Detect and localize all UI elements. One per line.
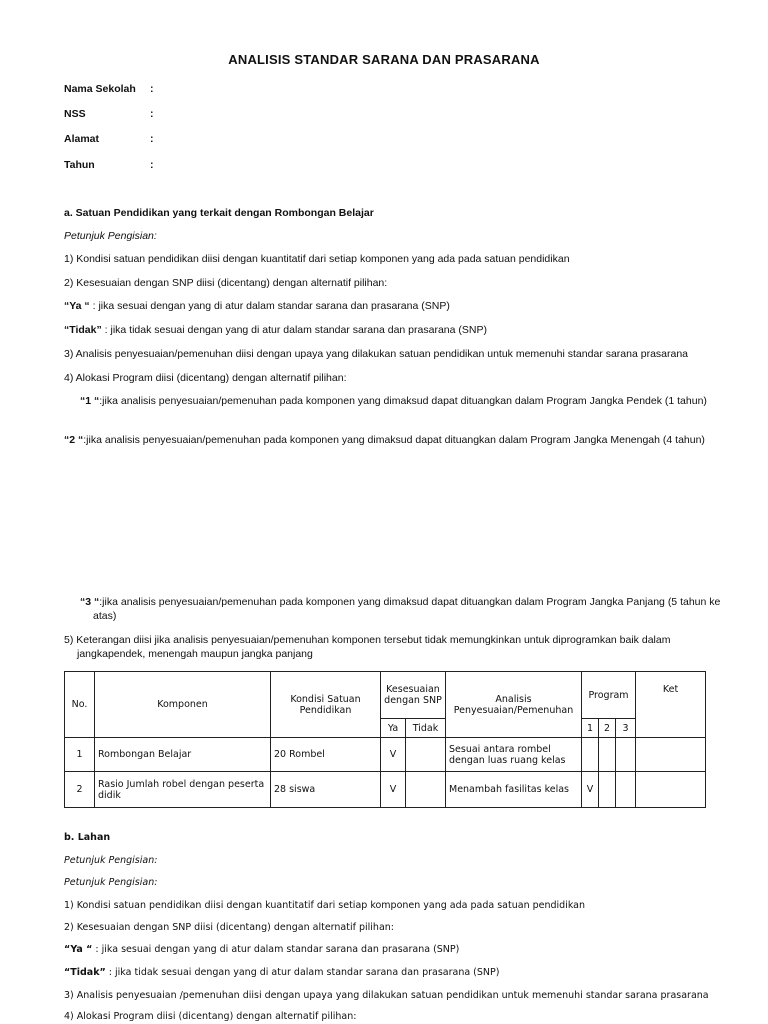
header-program-3: 3 [616,719,636,738]
option-1-key: “1 “ [80,395,100,407]
header-kondisi: Kondisi Satuan Pendidikan [271,672,381,738]
identity-alamat [64,133,154,145]
section-a-option-2 [64,433,737,447]
section-a-option-3 [80,595,733,623]
identity-label: Alamat [64,133,100,145]
header-kesesuaian: Kesesuaian dengan SNP [381,672,446,719]
cell-no: 2 [65,772,95,808]
cell-program-2 [599,772,616,808]
section-b-item-2: 2) Kesesuaian dengan SNP diisi (dicentang) dengan alternatif pilihan: [64,922,394,933]
cell-no: 1 [65,738,95,772]
section-a-item-4: 4) Alokasi Program diisi (dicentang) dengan alternatif pilihan: [64,372,347,384]
header-ya: Ya [381,719,406,738]
option-1-text: :jika analisis penyesuaian/pemenuhan pada komponen yang dimaksud dapat dituangkan dalam Program Jangka Pendek (1 tahun) [99,395,707,407]
identity-nss [64,108,154,120]
section-b-item-4: 4) Alokasi Program diisi (dicentang) dengan alternatif pilihan: [64,1011,357,1022]
section-b-ya-line [64,943,724,957]
identity-nama-sekolah [64,83,154,95]
ya-key: “Ya “ [64,300,90,312]
cell-ket [636,738,706,772]
cell-program-3 [616,738,636,772]
section-b-petunjuk-2: Petunjuk Pengisian: [64,877,158,888]
cell-ket [636,772,706,808]
section-b-petunjuk-1: Petunjuk Pengisian: [64,855,158,866]
cell-kondisi: 28 siswa [271,772,381,808]
cell-program-2 [599,738,616,772]
cell-analisis: Sesuai antara rombel dengan luas ruang kelas [446,738,582,772]
option-3-text: :jika analisis penyesuaian/pemenuhan pada komponen yang dimaksud dapat dituangkan dalam Program Jangka Panjang (5 tahun ke atas) [93,596,721,622]
identity-separator: : [150,159,154,171]
section-a-option-1 [80,394,733,408]
section-b-item-3: 3) Analisis penyesuaian /pemenuhan diisi dengan upaya yang dilakukan satuan pendidikan untuk memenuhi standar sarana prasarana [64,990,709,1001]
header-komponen: Komponen [95,672,271,738]
cell-komponen: Rombongan Belajar [95,738,271,772]
identity-separator: : [150,108,154,120]
option-2-key: “2 “ [64,434,84,446]
identity-label: Tahun [64,159,95,171]
section-b-item-1: 1) Kondisi satuan pendidikan diisi dengan kuantitatif dari setiap komponen yang ada pada satuan pendidikan [64,900,586,911]
table-header-row [65,672,706,719]
table-row [65,738,706,772]
identity-tahun [64,159,154,171]
ya-text: : jika sesuai dengan yang di atur dalam standar sarana dan prasarana (SNP) [92,944,460,955]
header-program-1: 1 [582,719,599,738]
section-a-ya-line [64,299,724,313]
tidak-key: “Tidak” [64,967,106,978]
tidak-text: : jika tidak sesuai dengan yang di atur dalam standar sarana dan prasarana (SNP) [101,324,487,336]
option-3-key: “3 “ [80,596,100,608]
section-a-tidak-line [64,323,724,337]
rombel-table [64,671,706,808]
cell-tidak [406,772,446,808]
page-title: ANALISIS STANDAR SARANA DAN PRASARANA [228,52,540,67]
cell-ya: V [381,738,406,772]
header-program-2: 2 [599,719,616,738]
tidak-key: “Tidak” [64,324,102,336]
ya-key: “Ya “ [64,944,93,955]
header-ket: Ket [636,672,706,738]
section-a-petunjuk: Petunjuk Pengisian: [64,230,157,242]
section-a-item-3: 3) Analisis penyesuaian/pemenuhan diisi dengan upaya yang dilakukan satuan pendidikan untuk memenuhi standar sarana prasarana [64,348,689,360]
cell-program-1 [582,738,599,772]
cell-ya: V [381,772,406,808]
cell-program-3 [616,772,636,808]
identity-separator: : [150,83,154,95]
identity-label: Nama Sekolah [64,83,136,95]
section-a-item-5: 5) Keterangan diisi jika analisis penyesuaian/pemenuhan komponen tersebut tidak memungkinkan untuk diprogramkan baik dalam jangkapendek, menengah maupun jangka panjang [64,634,671,660]
header-tidak: Tidak [406,719,446,738]
cell-komponen: Rasio Jumlah robel dengan peserta didik [95,772,271,808]
header-program: Program [582,672,636,719]
cell-program-1: V [582,772,599,808]
section-a-heading: a. Satuan Pendidikan yang terkait dengan Rombongan Belajar [64,207,374,219]
cell-analisis: Menambah fasilitas kelas [446,772,582,808]
identity-label: NSS [64,108,86,120]
section-b-heading: b. Lahan [64,832,111,843]
cell-tidak [406,738,446,772]
section-a-item-1: 1) Kondisi satuan pendidikan diisi dengan kuantitatif dari setiap komponen yang ada pada satuan pendidikan [64,253,570,265]
table-row [65,772,706,808]
ya-text: : jika sesuai dengan yang di atur dalam standar sarana dan prasarana (SNP) [89,300,450,312]
section-b-tidak-line [64,966,724,980]
tidak-text: : jika tidak sesuai dengan yang di atur dalam standar sarana dan prasarana (SNP) [105,967,500,978]
header-analisis: Analisis Penyesuaian/Pemenuhan [446,672,582,738]
option-2-text: :jika analisis penyesuaian/pemenuhan pada komponen yang dimaksud dapat dituangkan dalam Program Jangka Menengah (4 tahun) [83,434,705,446]
identity-separator: : [150,133,154,145]
header-no: No. [65,672,95,738]
cell-kondisi: 20 Rombel [271,738,381,772]
section-a-item-2: 2) Kesesuaian dengan SNP diisi (dicentang) dengan alternatif pilihan: [64,277,388,289]
